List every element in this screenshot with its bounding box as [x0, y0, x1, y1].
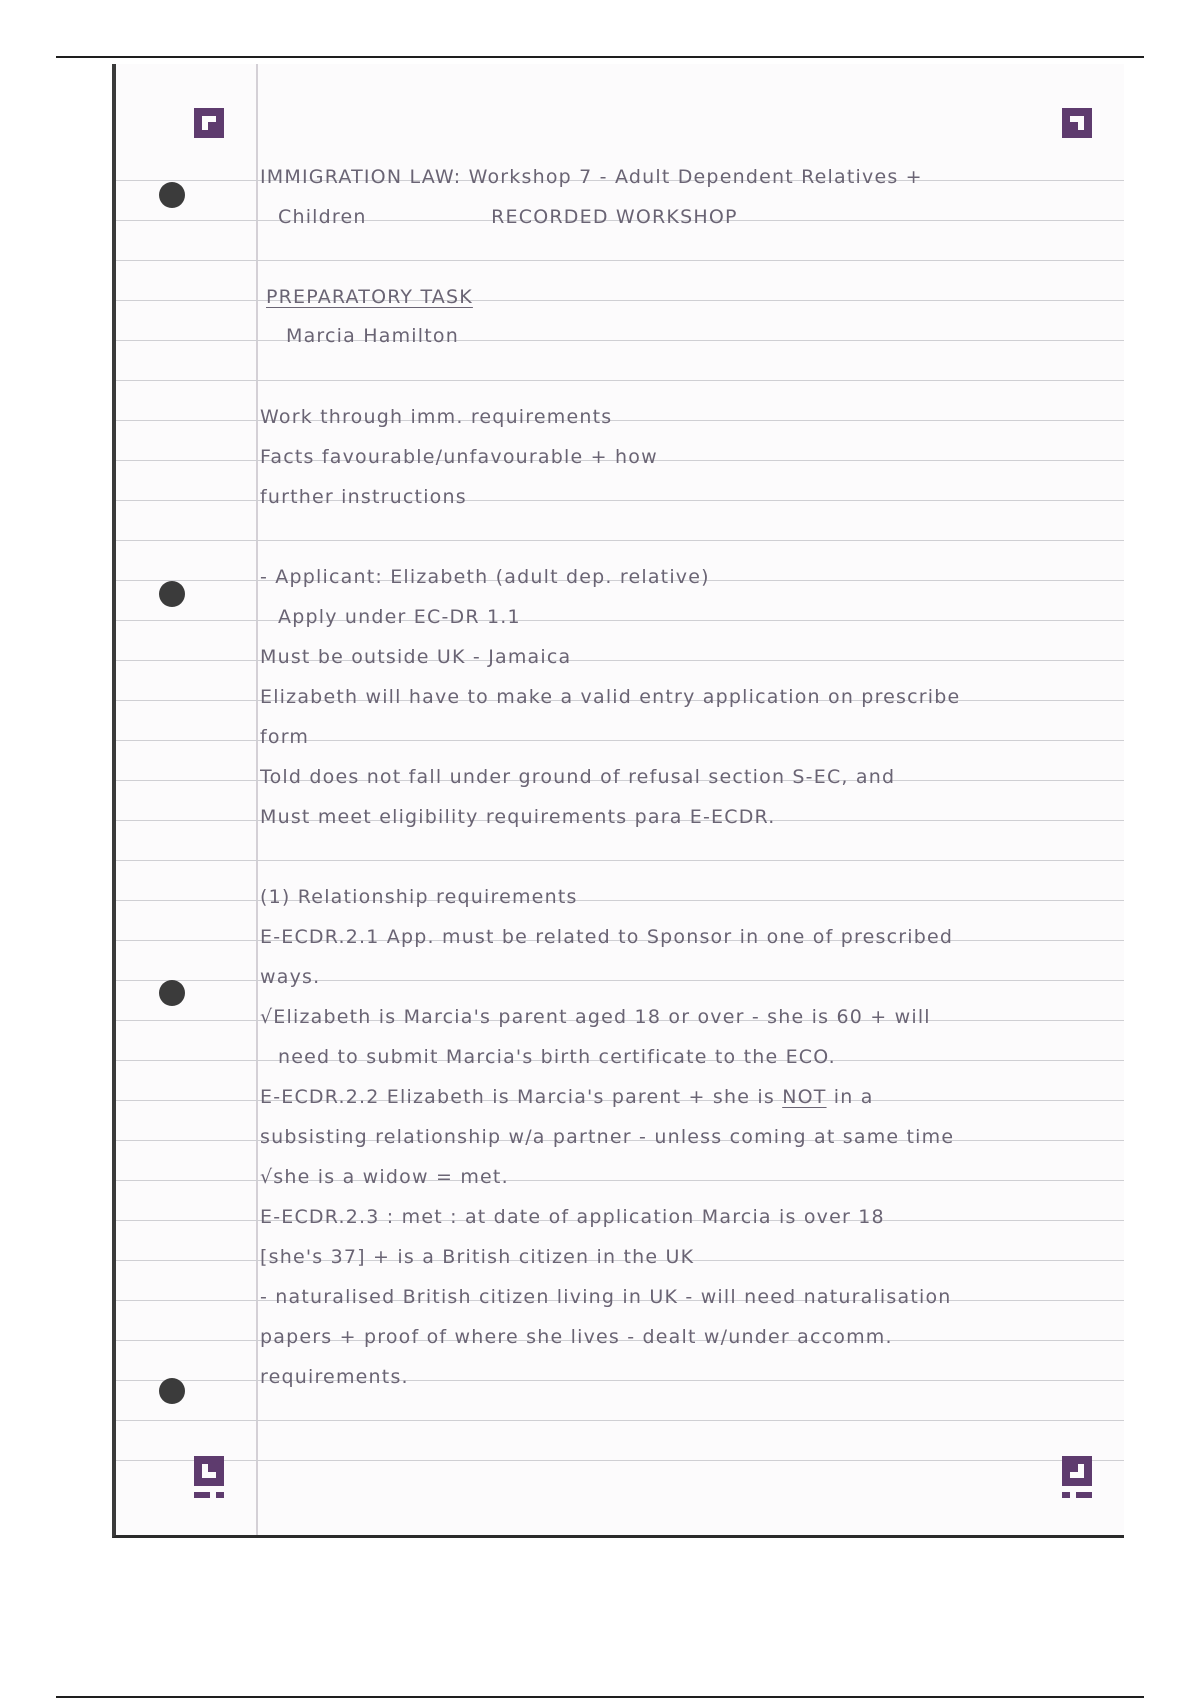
header-line-2 — [260, 205, 1120, 229]
corner-marker-icon — [194, 108, 224, 138]
note-line: √Elizabeth is Marcia's parent aged 18 or over - she is 60 + will — [260, 1006, 931, 1028]
punch-hole-icon — [159, 980, 185, 1006]
ruled-line — [116, 860, 1124, 861]
note-line: - naturalised British citizen living in UK - will need naturalisation — [260, 1286, 952, 1308]
note-line: Must be outside UK - Jamaica — [260, 646, 572, 668]
note-line: further instructions — [260, 486, 467, 508]
corner-bar-icon — [194, 1492, 210, 1498]
corner-marker-icon — [194, 1456, 224, 1486]
note-line: ways. — [260, 966, 321, 988]
note-line: E-ECDR.2.3 : met : at date of application Marcia is over 18 — [260, 1206, 885, 1228]
note-line: (1) Relationship requirements — [260, 886, 578, 908]
corner-marker-icon — [1062, 108, 1092, 138]
note-line: - Applicant: Elizabeth (adult dep. relative) — [260, 566, 710, 588]
corner-bar-icon — [1076, 1492, 1092, 1498]
corner-marker-icon — [1062, 1456, 1092, 1486]
margin-line — [256, 64, 258, 1535]
ruled-line — [116, 380, 1124, 381]
ruled-line — [116, 1420, 1124, 1421]
ruled-line — [116, 1460, 1124, 1461]
note-line: need to submit Marcia's birth certificate to the ECO. — [278, 1046, 836, 1068]
note-line: Told does not fall under ground of refusal section S-EC, and — [260, 766, 896, 788]
ruled-line — [116, 540, 1124, 541]
header-line-1: IMMIGRATION LAW: Workshop 7 - Adult Dependent Relatives + — [260, 166, 923, 188]
note-segment: E-ECDR.2.2 Elizabeth is Marcia's parent + she is — [260, 1086, 783, 1108]
note-line: papers + proof of where she lives - dealt w/under accomm. — [260, 1326, 893, 1348]
ruled-line — [116, 260, 1124, 261]
header-children: Children — [278, 206, 367, 228]
note-line: Apply under EC-DR 1.1 — [278, 606, 521, 628]
note-segment: in a — [826, 1086, 874, 1108]
corner-bar-icon — [216, 1492, 224, 1498]
punch-hole-icon — [159, 182, 185, 208]
page-bottom-rule — [56, 1696, 1144, 1698]
note-line: √she is a widow = met. — [260, 1166, 509, 1188]
notebook-page — [112, 64, 1124, 1538]
note-line: Facts favourable/unfavourable + how — [260, 446, 658, 468]
note-line: Work through imm. requirements — [260, 406, 613, 428]
note-line: E-ECDR.2.1 App. must be related to Sponsor in one of prescribed — [260, 926, 954, 948]
note-line: Elizabeth will have to make a valid entry application on prescribe — [260, 686, 961, 708]
punch-hole-icon — [159, 581, 185, 607]
note-line: form — [260, 726, 310, 748]
task-subject: Marcia Hamilton — [286, 325, 459, 347]
note-line: Must meet eligibility requirements para E-ECDR. — [260, 806, 776, 828]
note-line — [260, 1085, 1120, 1109]
note-line: requirements. — [260, 1366, 409, 1388]
corner-bar-icon — [1062, 1492, 1070, 1498]
note-line: [she's 37] + is a British citizen in the UK — [260, 1246, 695, 1268]
header-recorded-workshop: RECORDED WORKSHOP — [491, 206, 738, 228]
punch-hole-icon — [159, 1378, 185, 1404]
note-emphasis: NOT — [782, 1086, 827, 1108]
task-heading-text: PREPARATORY TASK — [266, 286, 473, 308]
page-top-rule — [56, 56, 1144, 58]
task-heading — [260, 285, 1120, 309]
note-line: subsisting relationship w/a partner - unless coming at same time — [260, 1126, 955, 1148]
